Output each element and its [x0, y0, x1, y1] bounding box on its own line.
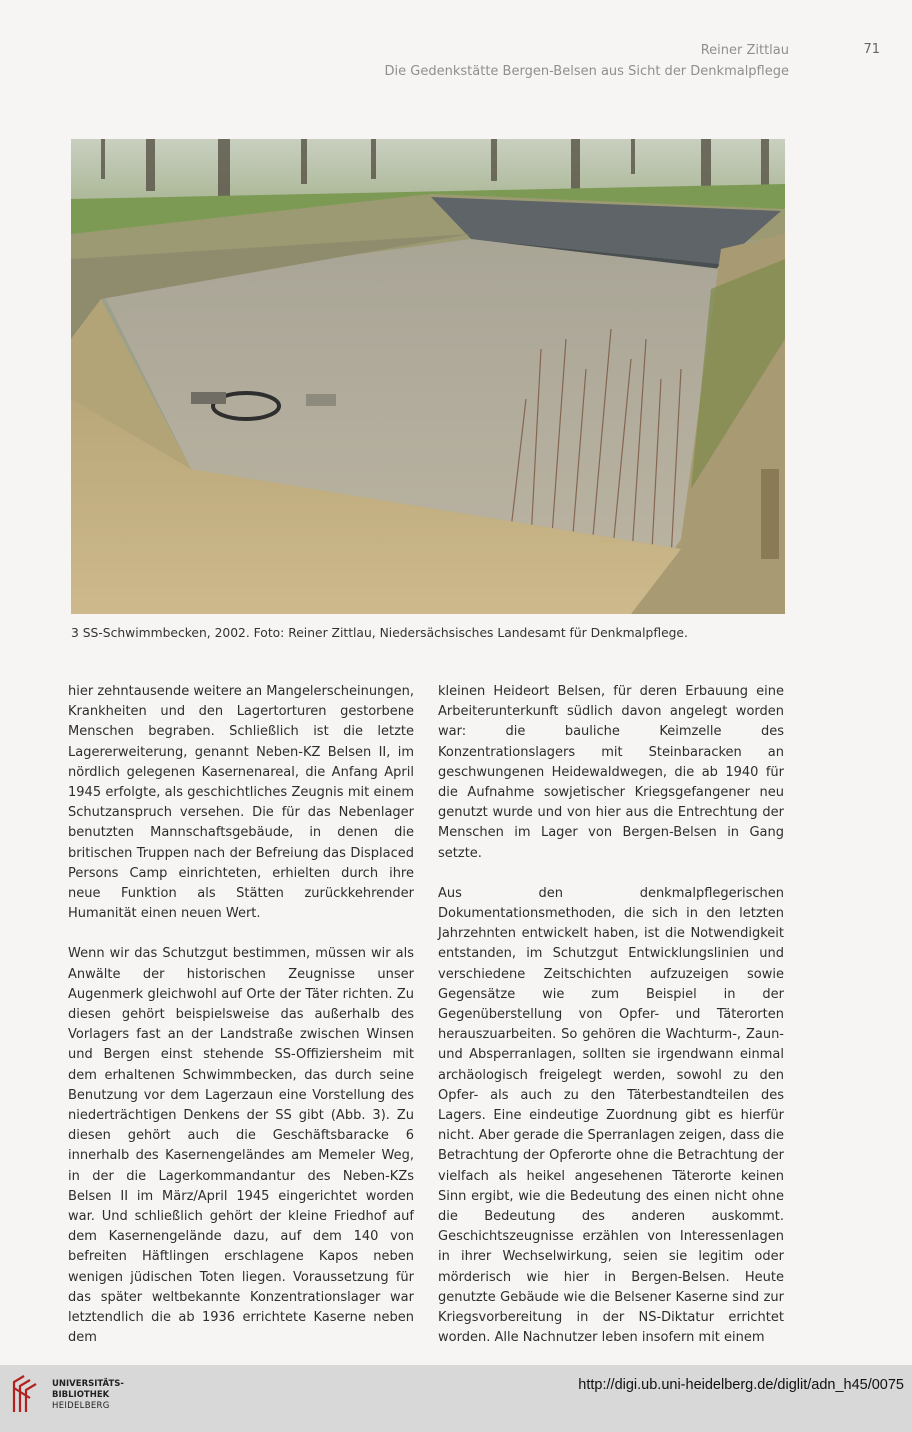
figure-caption: 3 SS-Schwimmbecken, 2002. Foto: Reiner Zittlau, Niedersächsisches Landesamt für Denkmalpflege. — [71, 626, 688, 640]
library-line-3: HEIDELBERG — [52, 1401, 110, 1411]
library-line-2: BIBLIOTHEK — [52, 1390, 110, 1400]
permalink-url[interactable]: http://digi.ub.uni-heidelberg.de/diglit/adn_h45/0075 — [578, 1377, 904, 1393]
right-paragraph-1: kleinen Heideort Belsen, für deren Erbauung eine Arbeiterunterkunft südlich davon angelegt worden war: die bauliche Keimzelle des Konzentrationslagers mit Steinbaracken an geschwungenen Heidewaldwegen, die ab 1940 für die Aufnahme sowjetischer Kriegsgefangener neu genutzt wurde und von hier aus die Entrechtung der Menschen im Lager von Bergen-Belsen in Gang setzte. — [438, 684, 784, 861]
left-paragraph-1: hier zehntausende weitere an Mangelerscheinungen, Krankheiten und den Lagertorturen gestorbene Menschen begraben. Schließlich ist die letzte Lagererweiterung, genannt Neben-KZ Belsen II, im nördlich gelegenen Kasernenareal, die Anfang April 1945 erfolgte, als geschichtliches Zeugnis mit einem Schutzanspruch versehen. Die für das Nebenlager benutzten Mannschaftsgebäude, in denen die britischen Truppen nach der Befreiung das Displaced Persons Camp einrichteten, erhielten durch ihre neue Funktion als Stätten zurückkehrender Humanität einen neuen Wert. — [68, 684, 414, 922]
library-line-1: UNIVERSITÄTS- — [52, 1379, 124, 1389]
right-text-column — [438, 682, 784, 1349]
header-author: Reiner Zittlau — [700, 43, 789, 58]
photo-swimming-pool — [71, 139, 785, 614]
page-number: 71 — [863, 42, 880, 57]
library-name — [52, 1379, 124, 1412]
running-header — [385, 40, 789, 82]
left-paragraph-2: Wenn wir das Schutzgut bestimmen, müssen wir als Anwälte der historischen Zeugnisse unser Augenmerk gleichwohl auf Orte der Täter richten. Zu diesen gehört beispielsweise das außerhalb des Vorlagers fast an der Landstraße zwischen Winsen und Bergen einst stehende SS-Offiziersheim mit dem erhaltenen Schwimmbecken, das durch seine Benutzung vor dem Lagerzaun eine Vorstellung des niederträchtigen Denkens der SS gibt (Abb. 3). Zu diesen gehört auch die Geschäftsbaracke 6 innerhalb des Kasernengeländes am Memeler Weg, in der die Lagerkommandantur des Neben-KZs Belsen II im März/April 1945 eingerichtet worden war. Und schließlich gehört der kleine Friedhof auf dem Kasernengelände dazu, auf dem 140 von befreiten Häftlingen erschlagene Kapos neben wenigen jüdischen Toten liegen. Voraussetzung für das später weltbekannte Konzentrationslager war letztendlich die ab 1936 errichtete Kaserne neben dem — [68, 946, 414, 1346]
right-paragraph-2: Aus den denkmalpflegerischen Dokumentationsmethoden, die sich in den letzten Jahrzehnten entwickelt haben, ist die Notwendigkeit entstanden, im Schutzgut Entwicklungslinien und verschiedene Zeitschichten aufzuzeigen sowie Gegensätze wie zum Beispiel in der Gegenüberstellung von Opfer- und Täterorten herauszuarbeiten. So gehören die Wachturm-, Zaun- und Absperranlagen, sollten sie irgendwann einmal archäologisch freigelegt werden, sowohl zu den Opfer- als auch zu den Täterbestandteilen des Lagers. Eine eindeutige Zuordnung gibt es hierfür nicht. Aber gerade die Sperranlagen zeigen, dass die Betrachtung der Opferorte ohne die Betrachtung der vielfach als heikel angesehenen Täterorte keinen Sinn ergibt, wie die Bedeutung des einen nicht ohne die Bedeutung des anderen auskommt. Geschichtszeugnisse erzählen von Interessenlagen in ihrer Wechselwirkung, seien sie legitim oder mörderisch wie hier in Bergen-Belsen. Heute genutzte Gebäude wie die Belsener Kaserne sind zur Kriegsvorbereitung in der NS-Diktatur errichtet worden. Alle Nachnutzer leben insofern mit einem — [438, 885, 784, 1346]
library-logo-icon — [8, 1372, 44, 1414]
left-text-column — [68, 682, 414, 1349]
digitization-footer — [0, 1365, 912, 1432]
header-subtitle: Die Gedenkstätte Bergen-Belsen aus Sicht der Denkmalpflege — [384, 64, 789, 79]
